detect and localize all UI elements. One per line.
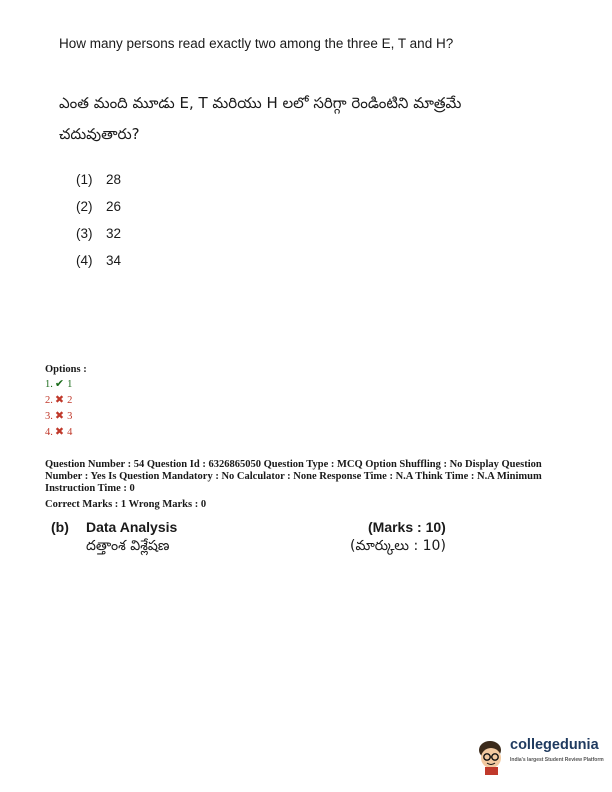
choice-number: (2)	[76, 199, 93, 214]
mascot-icon	[479, 741, 501, 775]
section-marks: (Marks : 10)	[368, 519, 446, 535]
choice-2	[76, 199, 121, 214]
option-row-2	[45, 392, 87, 408]
choice-value: 28	[106, 172, 122, 187]
option-row-3	[45, 408, 87, 424]
cross-icon: ✖	[54, 410, 65, 422]
cross-icon: ✖	[54, 394, 65, 406]
logo-tagline: India's largest Student Review Platform	[510, 757, 604, 763]
checkmark-icon: ✔	[54, 378, 65, 390]
meta-line-1: Question Number : 54 Question Id : 6326865050 Question Type : MCQ Option Shuffling : No Display Question	[45, 459, 542, 470]
marks-info: Correct Marks : 1 Wrong Marks : 0	[45, 499, 207, 510]
option-value: 3	[67, 411, 73, 422]
section-marks-telugu: (మార్కులు : 10)	[350, 538, 446, 554]
question-telugu-line1: ఎంత మంది మూడు E, T మరియు H లలో సరిగ్గా రెండింటిని మాత్రమే	[59, 94, 462, 112]
choice-value: 26	[106, 199, 122, 214]
option-value: 4	[67, 427, 73, 438]
choice-3	[76, 226, 121, 241]
question-telugu-line2: చదువుతారు?	[59, 125, 140, 143]
cross-icon: ✖	[54, 426, 65, 438]
option-row-1	[45, 376, 87, 392]
question-telugu	[59, 88, 519, 150]
choice-4	[76, 253, 121, 268]
choice-value: 32	[106, 226, 122, 241]
section-label: (b)	[51, 519, 69, 535]
choice-number: (3)	[76, 226, 93, 241]
question-english: How many persons read exactly two among the three E, T and H?	[59, 36, 454, 51]
meta-line-3: Instruction Time : 0	[45, 483, 135, 494]
logo-name: collegedunia	[510, 737, 599, 753]
options-title: Options :	[45, 364, 87, 375]
choice-1	[76, 172, 121, 187]
choice-number: (1)	[76, 172, 93, 187]
option-index: 4.	[45, 427, 53, 438]
choice-value: 34	[106, 253, 122, 268]
question-meta	[45, 459, 567, 495]
option-index: 2.	[45, 395, 53, 406]
option-value: 2	[67, 395, 73, 406]
options-list	[45, 364, 87, 440]
option-row-4	[45, 424, 87, 440]
section-title-telugu: దత్తాంశ విశ్లేషణ	[86, 538, 170, 554]
option-value: 1	[67, 379, 73, 390]
choice-number: (4)	[76, 253, 93, 268]
section-title: Data Analysis	[86, 519, 178, 535]
meta-line-2: Number : Yes Is Question Mandatory : No Calculator : None Response Time : N.A Think Time : N.A Minimum	[45, 471, 542, 482]
option-index: 1.	[45, 379, 53, 390]
option-index: 3.	[45, 411, 53, 422]
